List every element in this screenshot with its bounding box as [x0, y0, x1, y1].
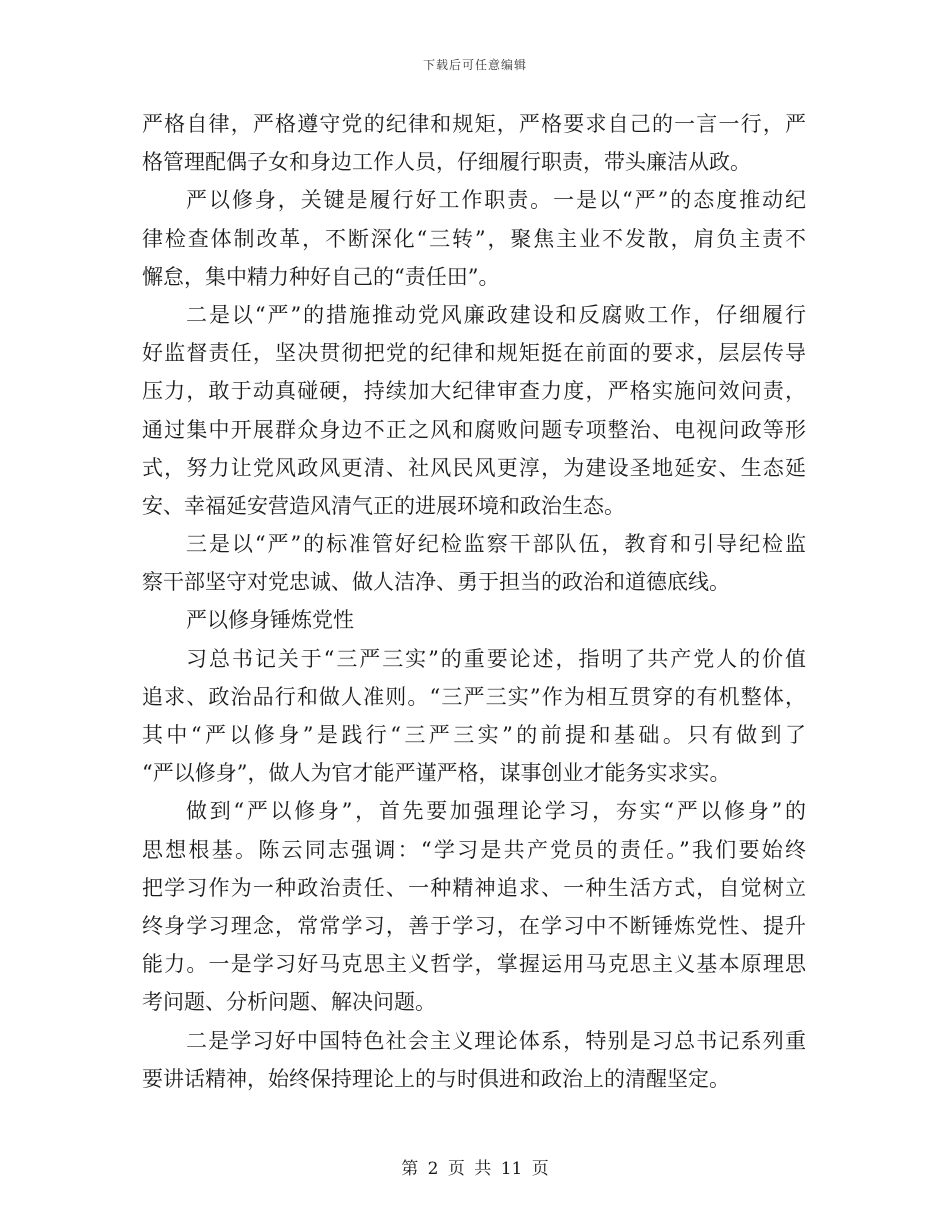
- text-line: “严以修身”，做人为官才能严谨严格，谋事创业才能务实求实。: [142, 761, 731, 786]
- text-line: 通过集中开展群众身边不正之风和腐败问题专项整治、电视问政等形: [142, 417, 806, 442]
- page-header: 下载后可任意编辑: [422, 58, 527, 72]
- text-line: 严格自律，严格遵守党的纪律和规矩，严格要求自己的一言一行，严: [142, 112, 806, 136]
- text-line: 习总书记关于“三严三实”的重要论述，指明了共产党人的价值: [186, 646, 806, 671]
- text-line: 追求、政治品行和做人准则。“三严三实”作为相互贯穿的有机整体，: [142, 684, 806, 709]
- text-line: 察干部坚守对党忠诚、做人洁净、勇于担当的政治和道德底线。: [142, 570, 730, 595]
- text-line: 安、幸福延安营造风清气正的进展环境和政治生态。: [142, 493, 625, 518]
- text-line: 压力，敢于动真碰硬，持续加大纪律审查力度，严格实施问效问责，: [142, 379, 806, 404]
- text-line: 三是以“严”的标准管好纪检监察干部队伍，教育和引导纪检监: [186, 532, 806, 557]
- text-line: 要讲话精神，始终保持理论上的与时俱进和政治上的清醒坚定。: [142, 1066, 730, 1091]
- text-line: 思想根基。陈云同志强调：“学习是共产党员的责任。”我们要始终: [142, 837, 806, 862]
- text-line: 二是学习好中国特色社会主义理论体系，特别是习总书记系列重: [186, 1028, 806, 1053]
- text-line: 能力。一是学习好马克思主义哲学，掌握运用马克思主义基本原理思: [142, 952, 806, 977]
- text-line: 二是以“严”的措施推动党风廉政建设和反腐败工作，仔细履行: [186, 302, 806, 327]
- page-number-footer: 第 2 页 共 11 页: [401, 1159, 549, 1179]
- text-line: 考问题、分析问题、解决问题。: [142, 990, 436, 1015]
- text-line: 律检查体制改革，不断深化“三转”，聚焦主业不发散，肩负主责不: [142, 226, 806, 251]
- text-line: 严以修身锤炼党性: [186, 608, 354, 633]
- document-body: [142, 105, 806, 1098]
- text-line: 做到“严以修身”，首先要加强理论学习，夯实“严以修身”的: [186, 799, 806, 824]
- text-line: 格管理配偶子女和身边工作人员，仔细履行职责，带头廉洁从政。: [142, 150, 751, 175]
- text-line: 式，努力让党风政风更清、社风民风更淳，为建设圣地延安、生态延: [142, 455, 806, 480]
- text-line: 懈怠，集中精力种好自己的“责任田”。: [142, 264, 500, 289]
- text-line: 好监督责任，坚决贯彻把党的纪律和规矩挺在前面的要求，层层传导: [142, 341, 806, 366]
- text-line: 把学习作为一种政治责任、一种精神追求、一种生活方式，自觉树立: [142, 875, 806, 900]
- text-line: 其中“严以修身”是践行“三严三实”的前提和基础。只有做到了: [142, 723, 806, 747]
- text-line: 严以修身，关键是履行好工作职责。一是以“严”的态度推动纪: [186, 188, 806, 213]
- text-line: 终身学习理念，常常学习，善于学习，在学习中不断锤炼党性、提升: [142, 913, 806, 938]
